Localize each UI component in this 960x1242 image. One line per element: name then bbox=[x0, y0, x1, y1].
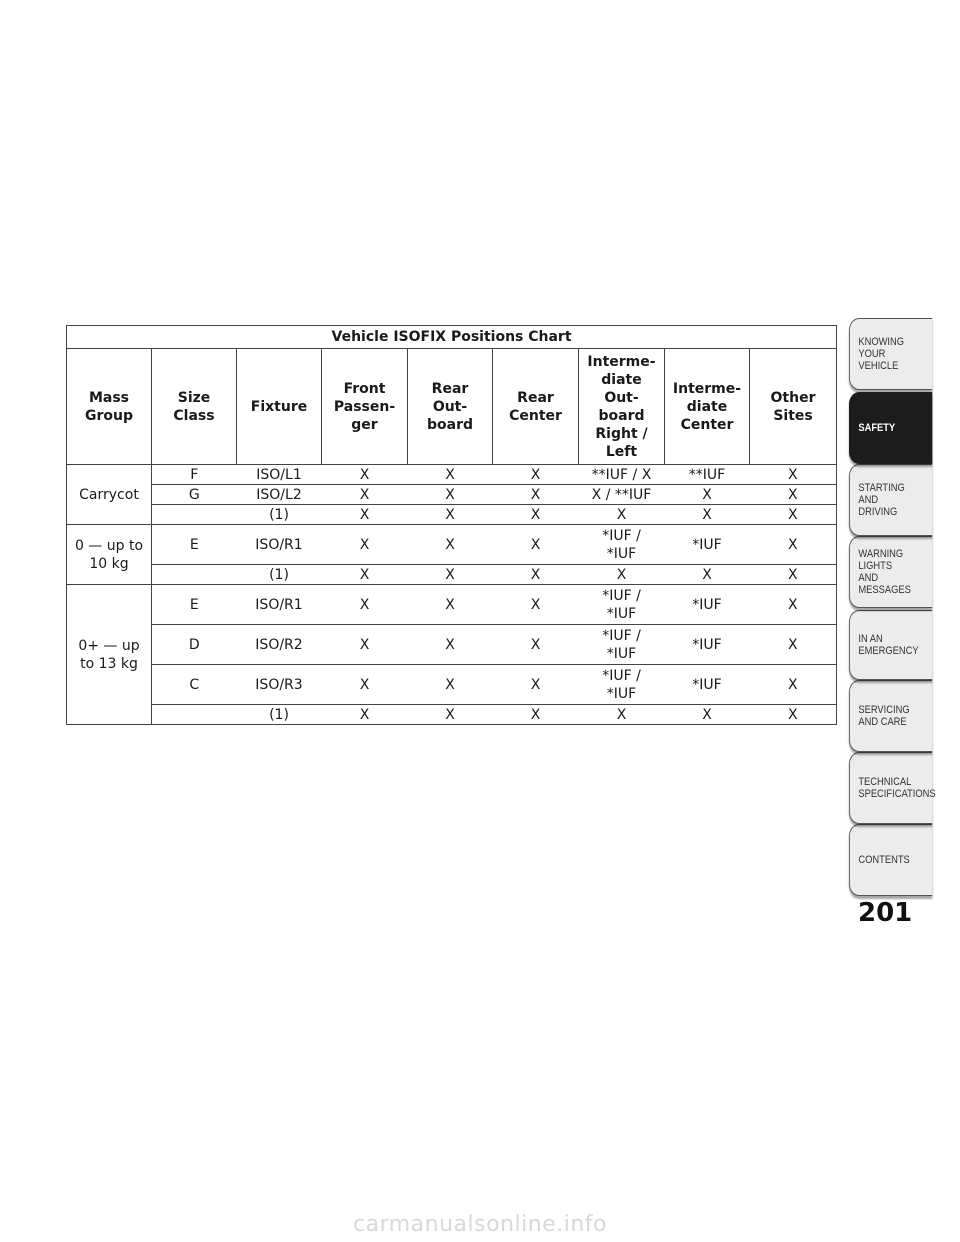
cell-line: Front bbox=[343, 380, 386, 397]
cell-line: Center bbox=[680, 416, 734, 433]
table-row bbox=[67, 485, 837, 505]
cell-rear-center: X bbox=[493, 705, 579, 725]
tab-label: SERVICING AND CARE bbox=[858, 704, 910, 728]
cell-size: F bbox=[152, 465, 237, 485]
cell-fixture: (1) bbox=[237, 705, 322, 725]
table-row bbox=[67, 465, 837, 485]
cell-line: Out- bbox=[432, 398, 468, 415]
cell-int-out bbox=[579, 505, 665, 525]
cell-fixture: ISO/R2 bbox=[237, 625, 322, 665]
tab-label: SAFETY bbox=[858, 422, 896, 434]
page-number: 201 bbox=[858, 898, 913, 928]
watermark: carmanualsonline.info bbox=[353, 1212, 607, 1237]
cell-other: X bbox=[750, 525, 837, 565]
cell-other: X bbox=[750, 705, 837, 725]
cell-line: X / **IUF bbox=[591, 486, 652, 503]
cell-rear-out: X bbox=[408, 525, 493, 565]
cell-line: *IUF / bbox=[602, 587, 641, 604]
cell-rear-out: X bbox=[408, 585, 493, 625]
cell-rear-center: X bbox=[493, 465, 579, 485]
tab-servicing-and-care[interactable] bbox=[849, 680, 932, 752]
mass-group-cell bbox=[67, 465, 152, 525]
cell-size bbox=[152, 505, 237, 525]
tab-starting-and-driving[interactable] bbox=[849, 464, 932, 536]
tab-label: CONTENTS bbox=[858, 854, 910, 866]
header-intermediate-center bbox=[665, 349, 750, 465]
cell-line: ger bbox=[351, 416, 378, 433]
tab-label: TECHNICAL SPECIFICATIONS bbox=[858, 776, 936, 800]
cell-rear-center: X bbox=[493, 665, 579, 705]
header-rear-outboard bbox=[408, 349, 493, 465]
tab-warning-lights[interactable] bbox=[849, 536, 932, 608]
mass-group-cell bbox=[67, 525, 152, 585]
cell-int-out bbox=[579, 485, 665, 505]
cell-line: **IUF / X bbox=[591, 466, 652, 483]
cell-line: X bbox=[616, 706, 627, 723]
tab-technical-specifications[interactable] bbox=[849, 752, 936, 824]
cell-line: 10 kg bbox=[89, 555, 129, 572]
cell-rear-center: X bbox=[493, 565, 579, 585]
cell-int-center: *IUF bbox=[665, 625, 750, 665]
cell-int-out bbox=[579, 585, 665, 625]
cell-line: Rear bbox=[431, 380, 469, 397]
cell-fixture: (1) bbox=[237, 565, 322, 585]
cell-int-out bbox=[579, 565, 665, 585]
tab-label: IN AN EMERGENCY bbox=[858, 633, 919, 657]
cell-line: board bbox=[598, 407, 645, 424]
cell-fixture: ISO/R1 bbox=[237, 585, 322, 625]
cell-line: Group bbox=[84, 407, 133, 424]
cell-rear-center: X bbox=[493, 625, 579, 665]
tab-label: STARTING AND DRIVING bbox=[858, 482, 905, 518]
cell-size bbox=[152, 705, 237, 725]
cell-line: Fixture bbox=[250, 398, 308, 415]
table-row bbox=[67, 525, 837, 565]
cell-front: X bbox=[322, 485, 408, 505]
cell-int-center: X bbox=[665, 565, 750, 585]
cell-rear-out: X bbox=[408, 505, 493, 525]
table-row bbox=[67, 585, 837, 625]
cell-int-out bbox=[579, 705, 665, 725]
cell-line: diate bbox=[601, 371, 642, 388]
cell-int-center: X bbox=[665, 505, 750, 525]
header-fixture bbox=[237, 349, 322, 465]
cell-rear-center: X bbox=[493, 525, 579, 565]
cell-front: X bbox=[322, 565, 408, 585]
cell-size bbox=[152, 565, 237, 585]
cell-front: X bbox=[322, 585, 408, 625]
cell-other: X bbox=[750, 665, 837, 705]
cell-line: to 13 kg bbox=[80, 655, 138, 672]
cell-int-center: X bbox=[665, 485, 750, 505]
cell-rear-out: X bbox=[408, 465, 493, 485]
tab-label: KNOWING YOUR VEHICLE bbox=[858, 336, 905, 372]
cell-size: E bbox=[152, 525, 237, 565]
cell-int-out bbox=[579, 665, 665, 705]
cell-fixture: ISO/L1 bbox=[237, 465, 322, 485]
cell-line: diate bbox=[686, 398, 728, 415]
cell-front: X bbox=[322, 505, 408, 525]
cell-other: X bbox=[750, 505, 837, 525]
cell-line: Rear bbox=[517, 389, 554, 406]
cell-line: board bbox=[426, 416, 473, 433]
cell-line: *IUF / bbox=[602, 627, 641, 644]
cell-fixture: (1) bbox=[237, 505, 322, 525]
chart-title: Vehicle ISOFIX Positions Chart bbox=[67, 326, 837, 349]
cell-front: X bbox=[322, 465, 408, 485]
header-mass-group bbox=[67, 349, 152, 465]
isofix-positions-chart bbox=[66, 325, 837, 725]
table-row bbox=[67, 665, 837, 705]
cell-line: *IUF / bbox=[602, 527, 641, 544]
cell-other: X bbox=[750, 465, 837, 485]
cell-rear-out: X bbox=[408, 665, 493, 705]
cell-size: D bbox=[152, 625, 237, 665]
cell-front: X bbox=[322, 665, 408, 705]
cell-front: X bbox=[322, 525, 408, 565]
cell-fixture: ISO/R1 bbox=[237, 525, 322, 565]
cell-int-out bbox=[579, 625, 665, 665]
cell-line: Center bbox=[509, 407, 562, 424]
cell-fixture: ISO/R3 bbox=[237, 665, 322, 705]
header-other-sites bbox=[750, 349, 837, 465]
cell-int-center: *IUF bbox=[665, 525, 750, 565]
tab-safety[interactable] bbox=[849, 392, 932, 464]
header-rear-center bbox=[493, 349, 579, 465]
cell-int-out bbox=[579, 465, 665, 485]
cell-line: Interme- bbox=[672, 380, 742, 397]
cell-line: Mass bbox=[88, 389, 130, 406]
tab-label: WARNING LIGHTS AND MESSAGES bbox=[858, 548, 911, 596]
table-row bbox=[67, 565, 837, 585]
cell-rear-out: X bbox=[408, 485, 493, 505]
cell-line: Interme- bbox=[587, 353, 656, 370]
cell-front: X bbox=[322, 625, 408, 665]
table-row bbox=[67, 705, 837, 725]
cell-rear-out: X bbox=[408, 705, 493, 725]
cell-line: *IUF bbox=[606, 545, 637, 562]
cell-line: Class bbox=[173, 407, 215, 424]
cell-int-center: *IUF bbox=[665, 665, 750, 705]
table-row bbox=[67, 625, 837, 665]
tab-contents[interactable] bbox=[849, 824, 932, 896]
cell-line: *IUF bbox=[606, 605, 637, 622]
cell-rear-out: X bbox=[408, 565, 493, 585]
cell-other: X bbox=[750, 625, 837, 665]
header-intermediate-outboard bbox=[579, 349, 665, 465]
cell-int-out bbox=[579, 525, 665, 565]
cell-fixture: ISO/L2 bbox=[237, 485, 322, 505]
cell-rear-out: X bbox=[408, 625, 493, 665]
cell-line: Right / bbox=[595, 425, 648, 442]
cell-line: X bbox=[616, 506, 627, 523]
cell-size: C bbox=[152, 665, 237, 705]
cell-front: X bbox=[322, 705, 408, 725]
cell-int-center: *IUF bbox=[665, 585, 750, 625]
mass-group-cell bbox=[67, 585, 152, 725]
cell-rear-center: X bbox=[493, 505, 579, 525]
cell-line: X bbox=[616, 566, 627, 583]
cell-int-center: **IUF bbox=[665, 465, 750, 485]
cell-rear-center: X bbox=[493, 585, 579, 625]
tab-knowing-your-vehicle[interactable] bbox=[849, 318, 932, 390]
cell-line: 0 — up to bbox=[74, 537, 144, 554]
cell-size: G bbox=[152, 485, 237, 505]
table-row bbox=[67, 505, 837, 525]
cell-int-center: X bbox=[665, 705, 750, 725]
header-size-class bbox=[152, 349, 237, 465]
cell-line: Out- bbox=[604, 389, 639, 406]
cell-other: X bbox=[750, 585, 837, 625]
cell-line: *IUF / bbox=[602, 667, 641, 684]
cell-line: Other bbox=[770, 389, 816, 406]
cell-rear-center: X bbox=[493, 485, 579, 505]
cell-size: E bbox=[152, 585, 237, 625]
cell-other: X bbox=[750, 485, 837, 505]
cell-line: Left bbox=[605, 443, 638, 460]
cell-other: X bbox=[750, 565, 837, 585]
cell-line: *IUF bbox=[606, 645, 637, 662]
cell-line: Size bbox=[177, 389, 211, 406]
cell-line: Carrycot bbox=[79, 486, 139, 503]
cell-line: Passen- bbox=[333, 398, 396, 415]
header-front-passenger bbox=[322, 349, 408, 465]
cell-line: Sites bbox=[773, 407, 813, 424]
tab-in-an-emergency[interactable] bbox=[849, 610, 932, 680]
cell-line: 0+ — up bbox=[78, 637, 140, 654]
cell-line: *IUF bbox=[606, 685, 637, 702]
